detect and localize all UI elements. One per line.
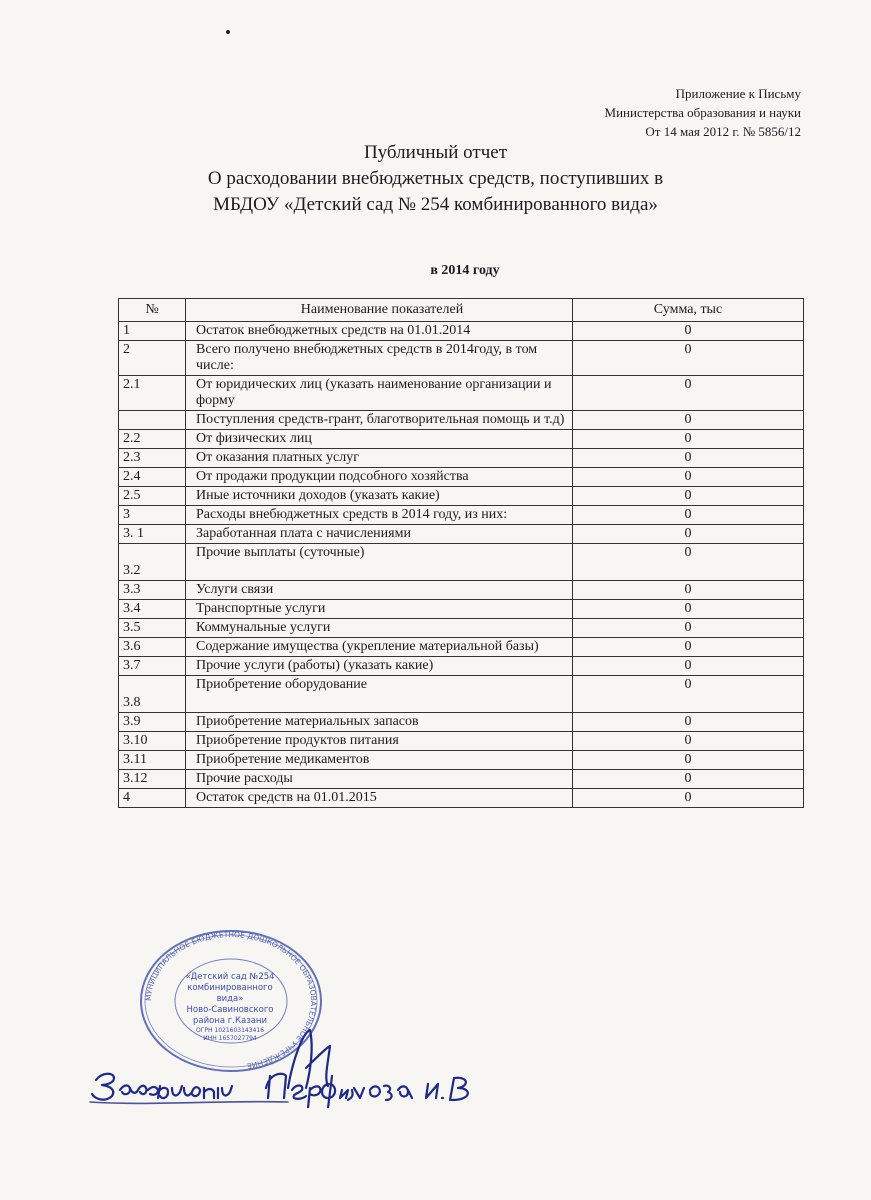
report-table — [118, 298, 804, 808]
row-number: 2 — [119, 341, 186, 376]
row-sum: 0 — [573, 322, 804, 341]
title-line-1: Публичный отчет — [363, 142, 508, 163]
table-row — [119, 506, 804, 525]
row-number: 2.4 — [119, 468, 186, 487]
row-sum: 0 — [573, 770, 804, 789]
row-sum: 0 — [573, 713, 804, 732]
row-name: Прочие выплаты (суточные) — [186, 544, 573, 581]
table-header-row — [119, 299, 804, 322]
report-title — [0, 140, 871, 218]
table-row — [119, 732, 804, 751]
table-row — [119, 376, 804, 411]
row-number: 3.6 — [119, 638, 186, 657]
row-number — [119, 411, 186, 430]
row-sum: 0 — [573, 411, 804, 430]
row-name: Приобретение оборудование — [186, 676, 573, 713]
row-sum: 0 — [573, 341, 804, 376]
table-row — [119, 789, 804, 808]
table-row — [119, 676, 804, 713]
appendix-line-2: Министерства образования и науки — [604, 105, 801, 120]
header-name: Наименование показателей — [186, 299, 573, 322]
row-number: 3.10 — [119, 732, 186, 751]
row-sum: 0 — [573, 449, 804, 468]
row-sum: 0 — [573, 619, 804, 638]
row-name: Коммунальные услуги — [186, 619, 573, 638]
table-row — [119, 657, 804, 676]
row-number: 2.1 — [119, 376, 186, 411]
table-row — [119, 544, 804, 581]
table-row — [119, 751, 804, 770]
table-row — [119, 638, 804, 657]
row-sum: 0 — [573, 600, 804, 619]
table-row — [119, 468, 804, 487]
table-row — [119, 619, 804, 638]
row-sum: 0 — [573, 430, 804, 449]
row-name: Прочие услуги (работы) (указать какие) — [186, 657, 573, 676]
stamp-line-5: ОГРН 1021603143416 — [195, 1027, 265, 1034]
row-number: 3.4 — [119, 600, 186, 619]
row-number: 2.5 — [119, 487, 186, 506]
row-sum: 0 — [573, 506, 804, 525]
row-sum: 0 — [573, 638, 804, 657]
table-row — [119, 581, 804, 600]
row-name: От оказания платных услуг — [186, 449, 573, 468]
stamp-line-6: ИНН 1657027794 — [203, 1035, 257, 1042]
row-name: От юридических лиц (указать наименование организации и форму — [186, 376, 573, 411]
stamp-line-4: района г.Казани — [192, 1016, 268, 1026]
row-name: Приобретение медикаментов — [186, 751, 573, 770]
row-name: От физических лиц — [186, 430, 573, 449]
table-row — [119, 600, 804, 619]
row-name: От продажи продукции подсобного хозяйства — [186, 468, 573, 487]
table-row — [119, 449, 804, 468]
row-sum: 0 — [573, 657, 804, 676]
row-name: Транспортные услуги — [186, 600, 573, 619]
row-name: Иные источники доходов (указать какие) — [186, 487, 573, 506]
row-number: 3.5 — [119, 619, 186, 638]
row-name: Остаток средств на 01.01.2015 — [186, 789, 573, 808]
header-number: № — [119, 299, 186, 322]
table-row — [119, 487, 804, 506]
table-row — [119, 341, 804, 376]
row-number: 2.3 — [119, 449, 186, 468]
title-line-2: О расходовании внебюджетных средств, поступивших в — [207, 168, 664, 189]
table-row — [119, 411, 804, 430]
appendix-line-3: От 14 мая 2012 г. № 5856/12 — [645, 124, 801, 139]
row-name: Услуги связи — [186, 581, 573, 600]
table-row — [119, 322, 804, 341]
row-sum: 0 — [573, 751, 804, 770]
row-sum: 0 — [573, 376, 804, 411]
row-name: Приобретение продуктов питания — [186, 732, 573, 751]
row-sum: 0 — [573, 676, 804, 713]
row-name: Заработанная плата с начислениями — [186, 525, 573, 544]
speck-mark — [226, 30, 230, 34]
table-row — [119, 713, 804, 732]
row-number: 1 — [119, 322, 186, 341]
row-number: 3.3 — [119, 581, 186, 600]
stamp-line-3: Ново-Савиновского — [186, 1005, 274, 1015]
appendix-note — [605, 84, 801, 141]
row-name: Всего получено внебюджетных средств в 2014году, в том числе: — [186, 341, 573, 376]
row-number: 3.2 — [119, 544, 186, 581]
stamp-ring-caption: МУНИЦИПАЛЬНОЕ БЮДЖЕТНОЕ ДОШКОЛЬНОЕ ОБРАЗОВАТЕЛЬНОЕ УЧРЕЖДЕНИЕ — [143, 929, 319, 1071]
row-name: Поступления средств-грант, благотворительная помощь и т.д) — [186, 411, 573, 430]
row-number: 2.2 — [119, 430, 186, 449]
row-sum: 0 — [573, 468, 804, 487]
row-sum: 0 — [573, 732, 804, 751]
title-line-3: МБДОУ «Детский сад № 254 комбинированного вида» — [213, 194, 658, 215]
row-sum: 0 — [573, 525, 804, 544]
row-sum: 0 — [573, 544, 804, 581]
appendix-line-1: Приложение к Письму — [675, 86, 801, 101]
row-number: 3.8 — [119, 676, 186, 713]
row-name: Расходы внебюджетных средств в 2014 году, из них: — [186, 506, 573, 525]
handwritten-signature — [88, 1028, 508, 1108]
table-row — [119, 525, 804, 544]
stamp-line-2: комбинированного вида» — [187, 983, 273, 1004]
header-sum: Сумма, тыс — [573, 299, 804, 322]
table-row — [119, 770, 804, 789]
row-sum: 0 — [573, 789, 804, 808]
row-number: 3.11 — [119, 751, 186, 770]
row-name: Приобретение материальных запасов — [186, 713, 573, 732]
table-row — [119, 430, 804, 449]
row-number: 3.7 — [119, 657, 186, 676]
row-name: Прочие расходы — [186, 770, 573, 789]
row-number: 3 — [119, 506, 186, 525]
row-sum: 0 — [573, 487, 804, 506]
report-year: в 2014 году — [430, 263, 500, 278]
row-number: 3. 1 — [119, 525, 186, 544]
row-name: Содержание имущества (укрепление материальной базы) — [186, 638, 573, 657]
row-number: 3.12 — [119, 770, 186, 789]
stamp-line-1: «Детский сад №254 — [185, 972, 275, 982]
row-sum: 0 — [573, 581, 804, 600]
row-number: 3.9 — [119, 713, 186, 732]
row-name: Остаток внебюджетных средств на 01.01.2014 — [186, 322, 573, 341]
row-number: 4 — [119, 789, 186, 808]
